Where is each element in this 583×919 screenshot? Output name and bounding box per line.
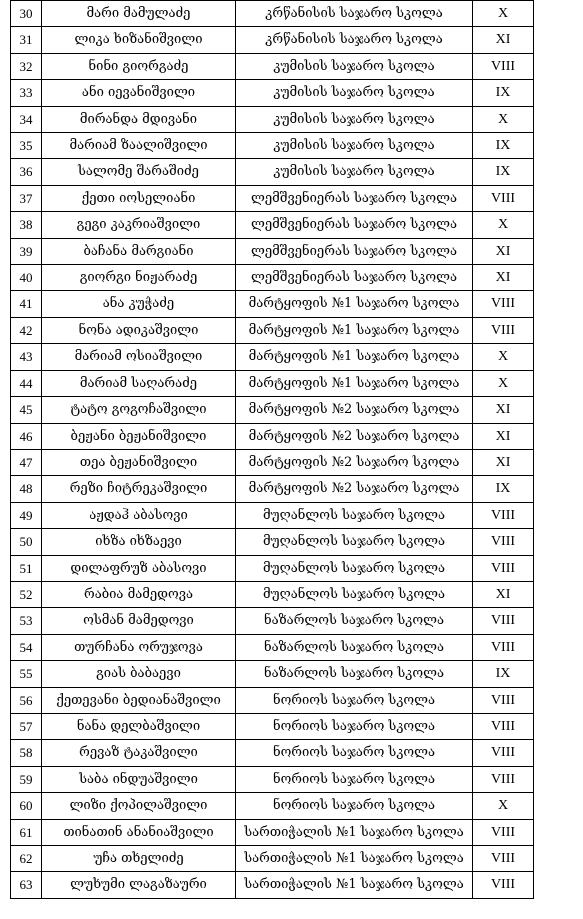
row-number-cell: 55 — [11, 661, 42, 687]
student-name-cell: ბეჟანი ბეჟანიშვილი — [42, 423, 236, 449]
student-name-cell: მარი მამულაძე — [42, 1, 236, 27]
participants-table-body — [11, 1, 534, 899]
grade-cell: X — [473, 106, 534, 132]
grade-cell: X — [473, 370, 534, 396]
table-row — [11, 740, 534, 766]
row-number-cell: 54 — [11, 634, 42, 660]
school-name-cell: ლემშვენიერას საჯარო სკოლა — [236, 265, 473, 291]
student-name-cell: ნონა ადიკაშვილი — [42, 317, 236, 343]
grade-cell: XI — [473, 449, 534, 475]
table-row — [11, 608, 534, 634]
table-row — [11, 502, 534, 528]
table-row — [11, 80, 534, 106]
table-row — [11, 238, 534, 264]
student-name-cell: მირანდა მდივანი — [42, 106, 236, 132]
row-number-cell: 58 — [11, 740, 42, 766]
table-row — [11, 555, 534, 581]
grade-cell: VIII — [473, 634, 534, 660]
school-name-cell: მუღანლოს საჯარო სკოლა — [236, 581, 473, 607]
table-row — [11, 476, 534, 502]
student-name-cell: თეა ბეჟანიშვილი — [42, 449, 236, 475]
participants-table — [10, 0, 534, 899]
table-row — [11, 185, 534, 211]
school-name-cell: ნორიოს საჯარო სკოლა — [236, 713, 473, 739]
school-name-cell: ნორიოს საჯარო სკოლა — [236, 766, 473, 792]
grade-cell: VIII — [473, 185, 534, 211]
grade-cell: IX — [473, 80, 534, 106]
student-name-cell: საბა ინდუაშვილი — [42, 766, 236, 792]
row-number-cell: 32 — [11, 53, 42, 79]
student-name-cell: გიას ბაბაევი — [42, 661, 236, 687]
table-row — [11, 397, 534, 423]
student-name-cell: ოსმან მამედოვი — [42, 608, 236, 634]
row-number-cell: 35 — [11, 133, 42, 159]
table-row — [11, 529, 534, 555]
student-name-cell: გიორგი ნიჟარაძე — [42, 265, 236, 291]
row-number-cell: 45 — [11, 397, 42, 423]
student-name-cell: უჩა თხელიძე — [42, 846, 236, 872]
grade-cell: X — [473, 1, 534, 27]
grade-cell: XI — [473, 265, 534, 291]
row-number-cell: 30 — [11, 1, 42, 27]
student-name-cell: გეგი კაკრიაშვილი — [42, 212, 236, 238]
student-name-cell: ლიკა ხიზანიშვილი — [42, 27, 236, 53]
table-row — [11, 370, 534, 396]
grade-cell: VIII — [473, 53, 534, 79]
student-name-cell: მარიამ ზაალიშვილი — [42, 133, 236, 159]
school-name-cell: მარტყოფის №1 საჯარო სკოლა — [236, 370, 473, 396]
student-name-cell: რეზი ჩიტრეკაშვილი — [42, 476, 236, 502]
table-row — [11, 27, 534, 53]
table-row — [11, 661, 534, 687]
school-name-cell: ნორიოს საჯარო სკოლა — [236, 740, 473, 766]
row-number-cell: 41 — [11, 291, 42, 317]
row-number-cell: 39 — [11, 238, 42, 264]
student-name-cell: დილაფრუზ აბასოვი — [42, 555, 236, 581]
school-name-cell: კუმისის საჯარო სკოლა — [236, 133, 473, 159]
student-name-cell: თინათინ ანანიაშვილი — [42, 819, 236, 845]
school-name-cell: კუმისის საჯარო სკოლა — [236, 53, 473, 79]
grade-cell: X — [473, 344, 534, 370]
school-name-cell: მარტყოფის №2 საჯარო სკოლა — [236, 397, 473, 423]
table-row — [11, 344, 534, 370]
grade-cell: VIII — [473, 687, 534, 713]
grade-cell: VIII — [473, 555, 534, 581]
table-row — [11, 634, 534, 660]
school-name-cell: ლემშვენიერას საჯარო სკოლა — [236, 185, 473, 211]
grade-cell: X — [473, 793, 534, 819]
grade-cell: VIII — [473, 713, 534, 739]
student-name-cell: რაბია მამედოვა — [42, 581, 236, 607]
row-number-cell: 61 — [11, 819, 42, 845]
student-name-cell: ბაჩანა მარგიანი — [42, 238, 236, 264]
table-row — [11, 819, 534, 845]
table-row — [11, 53, 534, 79]
row-number-cell: 53 — [11, 608, 42, 634]
student-name-cell: ტატო გოგოჩაშვილი — [42, 397, 236, 423]
row-number-cell: 38 — [11, 212, 42, 238]
student-name-cell: ნანა დელბაშვილი — [42, 713, 236, 739]
school-name-cell: სართიჭალის №1 საჯარო სკოლა — [236, 819, 473, 845]
school-name-cell: მუღანლოს საჯარო სკოლა — [236, 555, 473, 581]
student-name-cell: მარიამ საღარაძე — [42, 370, 236, 396]
grade-cell: VIII — [473, 608, 534, 634]
row-number-cell: 57 — [11, 713, 42, 739]
school-name-cell: კუმისის საჯარო სკოლა — [236, 80, 473, 106]
student-name-cell: ლუხუმი ლაგაზაური — [42, 872, 236, 898]
table-row — [11, 212, 534, 238]
school-name-cell: მარტყოფის №2 საჯარო სკოლა — [236, 476, 473, 502]
row-number-cell: 56 — [11, 687, 42, 713]
grade-cell: VIII — [473, 317, 534, 343]
school-name-cell: ნაზარლოს საჯარო სკოლა — [236, 608, 473, 634]
grade-cell: VIII — [473, 529, 534, 555]
grade-cell: VIII — [473, 291, 534, 317]
row-number-cell: 49 — [11, 502, 42, 528]
row-number-cell: 63 — [11, 872, 42, 898]
grade-cell: X — [473, 212, 534, 238]
student-name-cell: ლიზი ქოპილაშვილი — [42, 793, 236, 819]
school-name-cell: მუღანლოს საჯარო სკოლა — [236, 529, 473, 555]
school-name-cell: მუღანლოს საჯარო სკოლა — [236, 502, 473, 528]
table-row — [11, 265, 534, 291]
school-name-cell: მარტყოფის №2 საჯარო სკოლა — [236, 423, 473, 449]
row-number-cell: 36 — [11, 159, 42, 185]
school-name-cell: სართიჭალის №1 საჯარო სკოლა — [236, 846, 473, 872]
school-name-cell: კუმისის საჯარო სკოლა — [236, 159, 473, 185]
school-name-cell: მარტყოფის №2 საჯარო სკოლა — [236, 449, 473, 475]
student-name-cell: სალომე შარაშიძე — [42, 159, 236, 185]
grade-cell: VIII — [473, 740, 534, 766]
grade-cell: XI — [473, 397, 534, 423]
row-number-cell: 43 — [11, 344, 42, 370]
school-name-cell: ნორიოს საჯარო სკოლა — [236, 793, 473, 819]
table-row — [11, 106, 534, 132]
grade-cell: IX — [473, 661, 534, 687]
table-row — [11, 449, 534, 475]
row-number-cell: 46 — [11, 423, 42, 449]
school-name-cell: ნაზარლოს საჯარო სკოლა — [236, 661, 473, 687]
student-name-cell: იხზა იხზაევი — [42, 529, 236, 555]
table-row — [11, 133, 534, 159]
row-number-cell: 42 — [11, 317, 42, 343]
row-number-cell: 34 — [11, 106, 42, 132]
row-number-cell: 33 — [11, 80, 42, 106]
table-row — [11, 846, 534, 872]
grade-cell: VIII — [473, 872, 534, 898]
table-row — [11, 872, 534, 898]
table-row — [11, 793, 534, 819]
student-name-cell: თურჩანა ორუჯოვა — [42, 634, 236, 660]
row-number-cell: 40 — [11, 265, 42, 291]
grade-cell: IX — [473, 133, 534, 159]
school-name-cell: მარტყოფის №1 საჯარო სკოლა — [236, 317, 473, 343]
grade-cell: IX — [473, 159, 534, 185]
grade-cell: XI — [473, 27, 534, 53]
grade-cell: VIII — [473, 766, 534, 792]
table-row — [11, 766, 534, 792]
school-name-cell: ნორიოს საჯარო სკოლა — [236, 687, 473, 713]
row-number-cell: 44 — [11, 370, 42, 396]
row-number-cell: 59 — [11, 766, 42, 792]
school-name-cell: ნაზარლოს საჯარო სკოლა — [236, 634, 473, 660]
grade-cell: IX — [473, 476, 534, 502]
row-number-cell: 50 — [11, 529, 42, 555]
row-number-cell: 47 — [11, 449, 42, 475]
row-number-cell: 52 — [11, 581, 42, 607]
table-row — [11, 713, 534, 739]
grade-cell: XI — [473, 581, 534, 607]
school-name-cell: კუმისის საჯარო სკოლა — [236, 106, 473, 132]
school-name-cell: სართიჭალის №1 საჯარო სკოლა — [236, 872, 473, 898]
table-row — [11, 581, 534, 607]
grade-cell: VIII — [473, 502, 534, 528]
row-number-cell: 37 — [11, 185, 42, 211]
student-name-cell: რევაზ ტაკაშვილი — [42, 740, 236, 766]
school-name-cell: კრწანისის საჯარო სკოლა — [236, 1, 473, 27]
row-number-cell: 62 — [11, 846, 42, 872]
row-number-cell: 60 — [11, 793, 42, 819]
student-name-cell: ანა კუჭაძე — [42, 291, 236, 317]
student-name-cell: მარიამ ოსიაშვილი — [42, 344, 236, 370]
student-name-cell: ანი იევანიშვილი — [42, 80, 236, 106]
row-number-cell: 51 — [11, 555, 42, 581]
grade-cell: XI — [473, 423, 534, 449]
school-name-cell: ლემშვენიერას საჯარო სკოლა — [236, 212, 473, 238]
grade-cell: VIII — [473, 819, 534, 845]
student-name-cell: ქეთი იოსელიანი — [42, 185, 236, 211]
school-name-cell: ლემშვენიერას საჯარო სკოლა — [236, 238, 473, 264]
student-name-cell: ნინი გიორგაძე — [42, 53, 236, 79]
student-name-cell: აჟდაჰ აბასოვი — [42, 502, 236, 528]
table-row — [11, 317, 534, 343]
row-number-cell: 31 — [11, 27, 42, 53]
student-name-cell: ქეთევანი ბედიანაშვილი — [42, 687, 236, 713]
school-name-cell: მარტყოფის №1 საჯარო სკოლა — [236, 344, 473, 370]
school-name-cell: კრწანისის საჯარო სკოლა — [236, 27, 473, 53]
grade-cell: VIII — [473, 846, 534, 872]
school-name-cell: მარტყოფის №1 საჯარო სკოლა — [236, 291, 473, 317]
row-number-cell: 48 — [11, 476, 42, 502]
grade-cell: XI — [473, 238, 534, 264]
table-row — [11, 291, 534, 317]
table-row — [11, 423, 534, 449]
table-row — [11, 1, 534, 27]
table-row — [11, 687, 534, 713]
table-row — [11, 159, 534, 185]
